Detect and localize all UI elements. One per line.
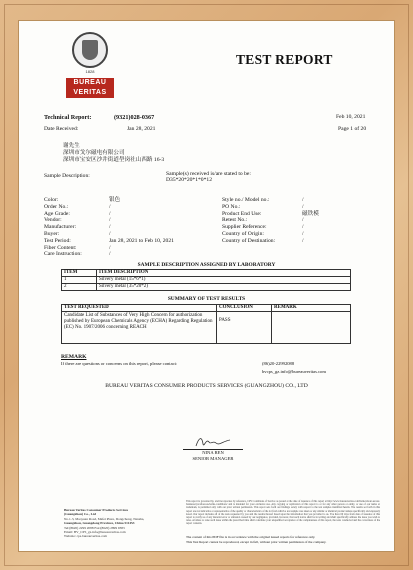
field-label: Fiber Content:	[44, 244, 77, 251]
column-header-test: TEST REQUESTED	[62, 305, 217, 312]
logo-emblem-icon	[72, 32, 108, 68]
page-title: TEST REPORT	[236, 52, 333, 67]
field-label: Style no./ Model no.:	[222, 197, 270, 203]
field-label: Care Instruction:	[44, 251, 82, 258]
company-name: BUREAU VERITAS CONSUMER PRODUCTS SERVICES (GUANGZHOU) CO., LTD	[105, 383, 308, 389]
field-value: /	[109, 224, 111, 231]
footer-line-2: This Test Report cannot be reproduced, except in full, without prior written permission of the company.	[186, 540, 327, 544]
table-header-row	[62, 270, 351, 277]
field-value: /	[302, 203, 304, 210]
bureau-veritas-logo	[66, 32, 114, 110]
field-label: Supplier Reference:	[222, 224, 267, 231]
applicant-company: 深圳市戈尔磁电有限公司	[63, 150, 125, 156]
signer-title: SENIOR MANAGER	[192, 456, 234, 461]
footer-address	[64, 508, 144, 539]
footer-address-line: Website: cps.bureauveritas.com	[64, 534, 107, 539]
test-requested: Candidate List of Substances of Very High Concern for authorization published by European Chemicals Agency (ECHA) Regarding Regulation (EC) No. 1907/2006 concerning REACH	[62, 312, 217, 344]
item-description: Silvery metal (15*6*1)	[97, 277, 351, 284]
table-row	[62, 284, 351, 291]
test-report-document	[18, 20, 395, 552]
logo-year: 1828	[85, 69, 95, 74]
field-label: Country of Destination:	[222, 237, 276, 244]
report-number-label: Technical Report:	[44, 114, 92, 121]
summary-table	[61, 304, 351, 344]
contact-phone: (86)20-22992088	[262, 361, 295, 366]
report-date: Feb 10, 2021	[336, 114, 366, 120]
remark-text: If there are questions or concerns on this report, please contact:	[61, 361, 178, 366]
field-value: /	[109, 251, 111, 258]
field-label: Manufacturer:	[44, 224, 76, 231]
footer-address-line: (Guangzhou) Co., Ltd	[64, 512, 96, 517]
field-label: Country of Origin:	[222, 231, 264, 237]
footer-address-line: No.1-3, Maoyuan Road, Mafei Plaza, Dongchong, Nansha,	[64, 516, 145, 521]
column-header-description: ITEM DESCRIPTION	[97, 270, 351, 277]
field-value: /	[109, 217, 111, 224]
page-number: Page 1 of 20	[338, 126, 367, 132]
field-value: /	[302, 231, 304, 237]
field-value: /	[302, 224, 304, 231]
field-label: Vendor:	[44, 217, 62, 224]
sample-description-label: Sample Description:	[44, 173, 90, 179]
item-number: 2	[62, 284, 97, 291]
field-label: Order No.:	[44, 203, 69, 210]
footer-address-line: Bureau Veritas Consumer Products Services	[64, 508, 129, 512]
signer-name: NINA REN	[202, 450, 224, 455]
field-label: PO No.:	[222, 203, 241, 210]
table-header-row	[62, 305, 351, 312]
remark-value	[272, 312, 351, 344]
report-number: (9321)028-0367	[114, 114, 155, 121]
date-received-value: Jan 28, 2021	[127, 126, 156, 132]
table-row	[62, 312, 351, 344]
field-label: Buyer:	[44, 231, 60, 237]
item-description: Silvery metal (35*20*2)	[97, 284, 351, 291]
field-value: /	[302, 237, 304, 244]
field-value: /	[109, 231, 111, 237]
applicant-address: 深圳市宝安区沙井街道壆岗社山西路 16-3	[63, 157, 165, 163]
field-value: /	[109, 244, 111, 251]
footer-address-line: Email: BV_CPS_gz.info@bureauveritas.com	[64, 530, 126, 535]
field-value: /	[302, 217, 304, 224]
column-header-item: ITEM	[62, 270, 97, 277]
field-value: 银色	[109, 197, 121, 203]
field-label: Product End Use:	[222, 210, 262, 217]
sample-table-heading: SAMPLE DESCRIPTION ASSIGNED BY LABORATORY	[137, 262, 276, 268]
footer-address-line: Tel:(8620) 2299 2088 Fax:(8620) 2899 9383	[64, 525, 125, 530]
field-label: Age Grade:	[44, 210, 70, 217]
signature-image	[193, 434, 233, 450]
footer-notice: This report is governed by, and incorporates by reference, CPS Conditions of Service as posted at the date of issuance of this report at http://www.bureauveritas.com/home/about-us/our-business/cps/about-us/terms-conditions/ and is intended for your exclusive use. Any copying or replication of this report to or for any other person or entity, or use of our name or trademark, is permitted only with our prior written permission. This report sets forth our findings solely with respect to the test samples identified herein. The results set forth in this report are not indicative or representative of the quality or characteristics of the lot from which a test sample was taken or any similar or identical product unless specifically and expressly noted. Our report includes all of the tests requested by you and the results thereof based upon the information that you provided to us. You have 60 days from date of issuance of this report to notify us of any material error or omission caused by our negligence, provided, however, that such notice shall be in writing and shall specifically address the issue you wish to raise. A failure to raise such issue within the prescribed time shall constitute your unqualified acceptance of the completeness of this report, the tests conducted and the correctness of the report contents.	[186, 500, 380, 526]
contact-email[interactable]: bvcps_gz.info@bureauveritas.com	[262, 369, 326, 374]
logo-line-bureau: BUREAU	[66, 78, 114, 88]
date-received-label: Date Received:	[44, 126, 79, 132]
sample-description-table	[61, 269, 351, 291]
footer-address-line: Guangzhou, Guangdong Province, China 511453	[64, 521, 135, 526]
field-label: Retest No.:	[222, 217, 248, 224]
summary-heading: SUMMARY OF TEST RESULTS	[167, 296, 246, 302]
sample-description-value: Sample(s) received is/are stated to be:	[166, 171, 251, 177]
applicant-name: 谢先生	[63, 143, 80, 149]
field-value: /	[109, 210, 111, 217]
field-value: 磁铁模	[302, 210, 319, 217]
footer-line-1: The content of this PDF file is in accordance with the original issued reports for reference only.	[186, 535, 316, 539]
column-header-remark: REMARK	[272, 305, 351, 312]
field-label: Test Period:	[44, 237, 71, 244]
field-label: Color:	[44, 197, 59, 203]
field-value: Jan 28, 2021 to Feb 10, 2021	[109, 237, 174, 244]
field-value: /	[109, 203, 111, 210]
logo-line-veritas: VERITAS	[66, 88, 114, 98]
column-header-conclusion: CONCLUSION	[217, 305, 272, 312]
conclusion-value: PASS	[217, 312, 272, 344]
field-value: /	[302, 197, 304, 203]
remark-label: REMARK	[61, 354, 87, 360]
sample-description-code: D35*20*20*1*0*12	[166, 177, 212, 183]
table-row	[62, 277, 351, 284]
item-number: 1	[62, 277, 97, 284]
